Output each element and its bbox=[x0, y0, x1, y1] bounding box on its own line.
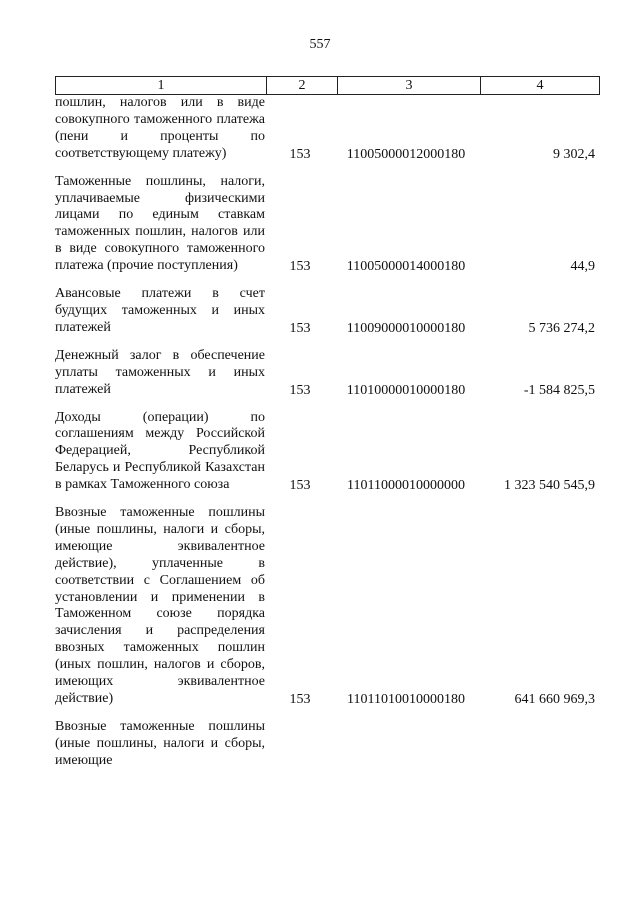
row-amount: 1 323 540 545,9 bbox=[504, 478, 595, 494]
header-col-3: 3 bbox=[338, 77, 481, 95]
row-description: Ввозные таможенные пошлины (иные пошлины, налоги и сборы, имеющие эквивалентное действие), уплаченные в соответствии с Соглашением об установлении и применении в Таможенном союзе порядка зачисления и распределения ввозных таможенных пошлин (иных пошлин, налогов и сборов, имеющих эквивалентное действие) bbox=[55, 505, 265, 706]
row-budget-code: 11005000014000180 bbox=[346, 259, 466, 275]
row-budget-code: 11010000010000180 bbox=[346, 382, 466, 398]
row-budget-code: 11009000010000180 bbox=[346, 320, 466, 336]
row-admin-code: 153 bbox=[289, 382, 311, 398]
row-budget-code: 11011010010000180 bbox=[347, 691, 465, 707]
table-row bbox=[55, 286, 605, 337]
header-col-4: 4 bbox=[481, 77, 600, 95]
header-col-2: 2 bbox=[267, 77, 338, 95]
table-row bbox=[55, 95, 605, 163]
row-admin-code: 153 bbox=[289, 320, 311, 336]
row-description: Денежный залог в обеспечение уплаты таможенных и иных платежей bbox=[55, 347, 265, 397]
table-row bbox=[55, 410, 605, 495]
table-row bbox=[55, 505, 605, 708]
row-amount: 641 660 969,3 bbox=[514, 691, 595, 707]
row-description: Доходы (операции) по соглашениям между Российской Федерацией, Республикой Беларусь и Республикой Казахстан в рамках Таможенного союза bbox=[55, 409, 265, 493]
table-column-header bbox=[55, 76, 600, 95]
row-admin-code: 153 bbox=[289, 259, 311, 275]
table-row bbox=[55, 174, 605, 275]
row-description: Таможенные пошлины, налоги, уплачиваемые физическими лицами по единым ставкам таможенных пошлин, налогов или в виде совокупного таможенного платежа (прочие поступления) bbox=[55, 173, 265, 274]
row-description: Ввозные таможенные пошлины (иные пошлины, налоги и сборы, имеющие bbox=[55, 718, 265, 768]
table-row bbox=[55, 348, 605, 399]
row-description: Авансовые платежи в счет будущих таможенных и иных платежей bbox=[55, 286, 265, 335]
page-number: 557 bbox=[309, 37, 331, 52]
row-admin-code: 153 bbox=[289, 691, 311, 707]
row-amount: -1 584 825,5 bbox=[523, 382, 595, 398]
table-row bbox=[55, 719, 605, 770]
row-budget-code: 11005000012000180 bbox=[346, 146, 466, 162]
header-col-1: 1 bbox=[56, 77, 267, 95]
row-budget-code: 11011000010000000 bbox=[347, 478, 465, 494]
row-amount: 5 736 274,2 bbox=[528, 320, 595, 336]
table-body bbox=[55, 95, 605, 770]
row-admin-code: 153 bbox=[289, 478, 311, 494]
row-admin-code: 153 bbox=[289, 146, 311, 162]
row-description: пошлин, налогов или в виде совокупного таможенного платежа (пени и проценты по соответствующему платежу) bbox=[55, 95, 265, 161]
row-amount: 9 302,4 bbox=[553, 146, 595, 162]
row-amount: 44,9 bbox=[570, 259, 595, 275]
